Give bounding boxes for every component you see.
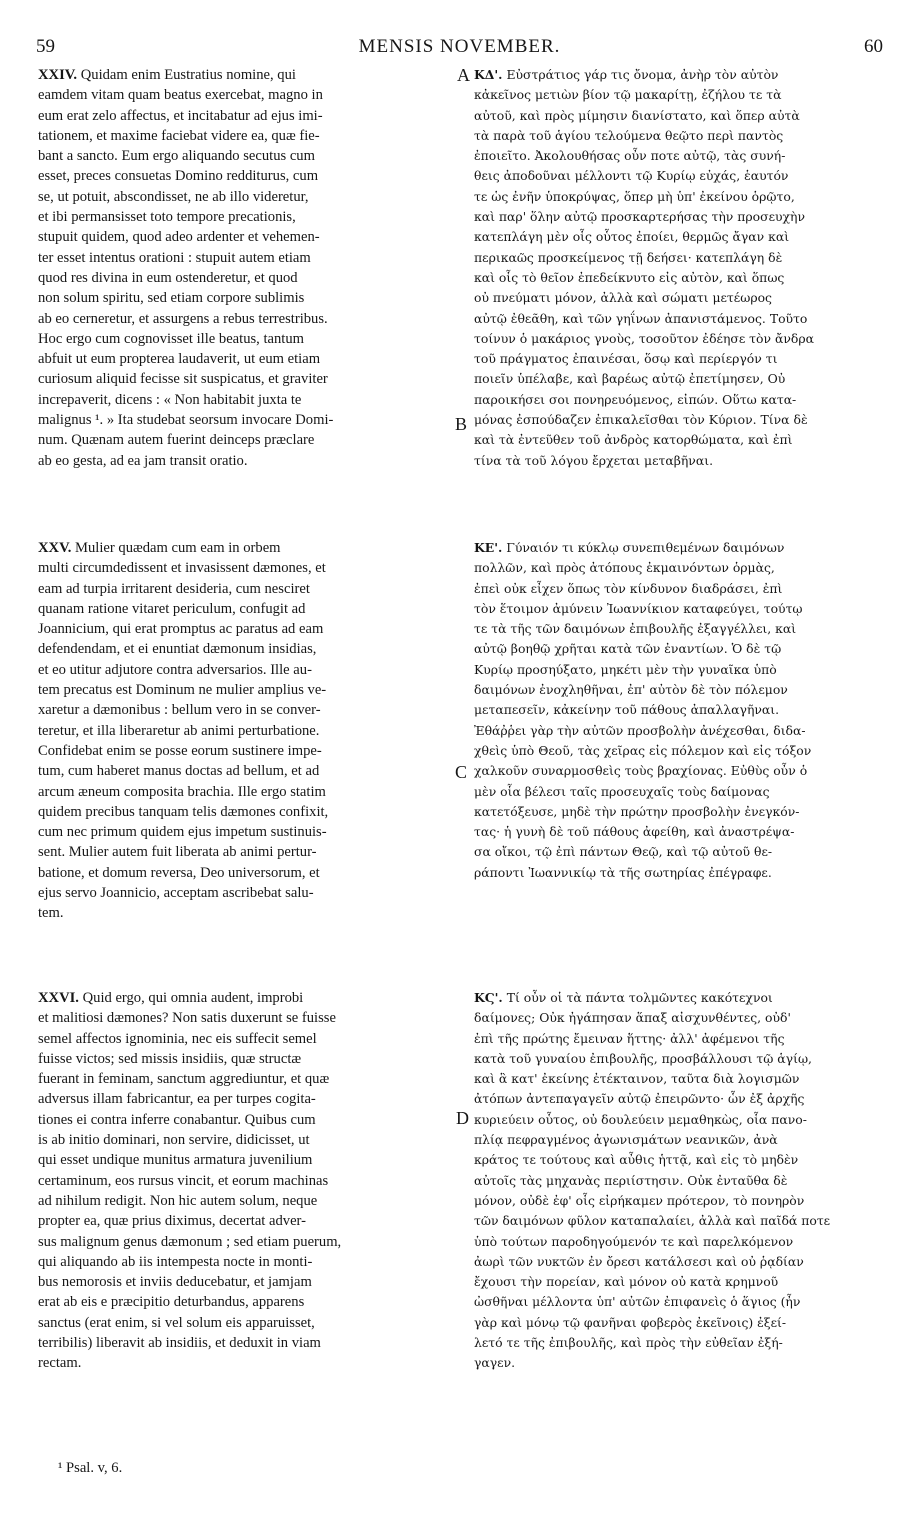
section-number: ΚΔ'.: [474, 67, 503, 82]
section-text: Mulier quædam cum eam in orbem multi circumdedissent et invasissent dæmones, et eam ad turpia irritarent desideria, cum nesciret quanam ratione vitaret periculum, confugit ad Joannicium, qui erat promptus ac paratus ad eam defendendam, et ei enuntiat dæmonum insidias, et eo utitur adjutore contra adversarios. Ille au- tem precatus est Dominum ne mulier amplius ve- xaretur a dæmonibus : bellum vero in se conver- teretur, et illa liberaretur ab animi perturbatione. Confidebat enim se posse eorum sustinere impe- tum, cum haberet manus doctas ad bellum, et ad arcum æneum composita brachia. Ille ergo statim quidem precibus tanquam telis dæmones confixit, cum nec primum quidem ejus impetum sustinuis- sent. Mulier autem fuit liberata ab animi pertur- batione, et domum reversa, Deo universorum, et ejus servo Joannicio, acceptam ascribebat salu- tem.: [38, 540, 329, 922]
section-number: XXIV.: [38, 67, 78, 83]
section-number: XXVI.: [38, 990, 79, 1006]
latin-section-25: [38, 538, 456, 924]
section-text: Quid ergo, qui omnia audent, improbi et malitiosi dæmones? Non satis duxerunt se fuisse semel affectos ignominia, nec eis suffecit semel fuisse victos; sed missis insidiis, quæ structæ fuerant in feminam, sanctum aggrediuntur, et quæ adversus illam fabricantur, ea per turpes cogita- tiones ei contra inferre conabantur. Quibus cum is ab initio dominari, non servire, didicisset, ut qui esset undique munitus armatura juvenilium certaminum, eos rursus vincit, et eorum machinas ad nihilum redigit. Non hic autem solum, neque propter ea, quæ prius diximus, decertat adver- sus malignum genus dæmonum ; sed etiam puerum, qui aliquando ab iis intempesta nocte in monti- bus nemorosis et inviis deducebatur, et jamjam erat ab eis e præcipitio deturbandus, apparens sanctus (erat enim, si vel solum eis apparuisset, terribilis) liberavit ab insidiis, et deduxit in viam rectam.: [38, 990, 342, 1372]
section-text: Εὐστράτιος γάρ τις ὄνομα, ἀνὴρ τὸν αὐτὸν κἀκεῖνος μετιὼν βίον τῷ μακαρίτῃ, ἐζήλου τε τὰ αὐτοῦ, καὶ πρὸς μίμησιν διανίστατο, καὶ ὅπερ αὐτὰ τὰ παρὰ τοῦ ἁγίου τελούμενα θεῷτο περὶ παντὸς ἐποιεῖτο. Ἀκολουθήσας οὖν ποτε αὐτῷ, τὰς συνή- θεις ἀποδοῦναι μέλλοντι τῷ Κυρίῳ εὐχάς, ἑαυτόν τε ὡς ἐνῆν ὑποκρύψας, ὅπερ μὴ ὑπ' ἐκείνου ὁρῷτο, καὶ παρ' ὅλην αὐτῷ προσκαρτερήσας τὴν προσευχὴν κατεπλάγη μὲν οἷς οὗτος ἐποίει, θερμῶς ἄγαν καὶ περικαῶς προσκείμενος τῇ δεήσει· κατεπλάγη δὲ καὶ οἷς τὸ θεῖον ἐπεδείκνυτο εἰς αὐτὸν, καὶ ὅπως οὐ πνεύματι μόνον, ἀλλὰ καὶ σώματι μετέωρος αὐτῷ ἐθεᾶθη, καὶ τῶν γηΐνων ἀπανιστάμενος. Τοῦτο τοίνυν ὁ μακάριος γνοὺς, τοσοῦτον ἐδέησε τὸν ἄνδρα τοῦ πράγματος ἐπαινέσαι, ὅσῳ καὶ περίεργόν τι ποιεῖν ὑπέλαβε, καὶ βαρέως αὐτῷ ἐπετίμησεν, Οὐ παροικήσει σοι πονηρευόμενος, εἰπών. Οὕτω κατα- μόνας ἐσπούδαζεν ἐπικαλεῖσθαι τὸν Κύριον. Τίνα δὲ καὶ τὰ ἐντεῦθεν τοῦ ἀνδρὸς κατορθώματα, καὶ ἐπὶ τίνα τὰ τοῦ λόγου ἔρχεται μεταβῆναι.: [474, 67, 814, 468]
greek-section-26: [474, 988, 880, 1374]
latin-section-24: [38, 65, 456, 471]
section-text: Γύναιόν τι κύκλῳ συνεπιθεμένων δαιμόνων πολλῶν, καὶ πρὸς ἀτόπους ἐκμαινόντων ὁρμὰς, ἐπεὶ οὐκ εἶχεν ὅπως τὸν κίνδυνον διαδράσει, ἐπὶ τὸν ἕτοιμον ἀμύνειν Ἰωαννίκιον καταφεύγει, τούτῳ τε τὰ τῆς τῶν δαιμόνων ἐπιβουλῆς ἐξαγγέλλει, καὶ αὐτῷ βοηθῷ χρῆται κατὰ τῶν ἐναντίων. Ὁ δὲ τῷ Κυρίῳ προσηύξατο, μηκέτι μὲν τὴν γυναῖκα ὑπὸ δαιμόνων ἐνοχληθῆναι, ἐπ' αὐτὸν δὲ τὸν πόλεμον μεταπεσεῖν, κἀκείνην τοῦ πάθους ἀπαλλαγῆναι. Ἐθάῤῥει γὰρ τὴν αὐτῶν προσβολὴν ἀνέχεσθαι, διδα- χθεὶς ὑπὸ Θεοῦ, τὰς χεῖρας εἰς πόλεμον καὶ εἰς τόξον χαλκοῦν συναρμοσθεὶς τοὺς βραχίονας. Εὐθὺς οὖν ὁ μὲν οἷα βέλεσι ταῖς προσευχαῖς τοὺς δαίμονας κατετόξευσε, μηδὲ τὴν πρώτην προσβολὴν ἐνεγκόν- τας· ἡ γυνὴ δὲ τοῦ πάθους ἀφείθη, καὶ ἀναστρέψα- σα οἴκοι, τῷ ἐπὶ πάντων Θεῷ, καὶ τῷ αὐτοῦ θε- ράποντι Ἰωαννικίῳ τὰ τῆς σωτηρίας ἐπέγραφε.: [474, 540, 812, 880]
section-number: ΚϚ'.: [474, 990, 503, 1005]
section-number: XXV.: [38, 540, 72, 556]
running-title: MENSIS NOVEMBER.: [358, 36, 561, 57]
margin-marker-c: C: [455, 762, 468, 782]
margin-marker-d: D: [456, 1108, 469, 1128]
greek-section-24: [474, 65, 880, 471]
greek-section-25: [474, 538, 880, 883]
margin-marker-a: A: [457, 65, 470, 85]
page-number-right: 60: [864, 36, 883, 57]
section-text: Τί οὖν οἱ τὰ πάντα τολμῶντες κακότεχνοι δαίμονες; Οὐκ ἠγάπησαν ἅπαξ αἰσχυνθέντες, οὐδ' ἐπὶ τῆς πρώτης ἔμειναν ἥττης· ἀλλ' ἀφέμενοι τῆς κατὰ τοῦ γυναίου ἐπιβουλῆς, προσβάλλουσι τῷ ἁγίῳ, καὶ ἃ κατ' ἐκείνης ἐτέκταινον, ταῦτα διὰ λογισμῶν ἀτόπων ἀντεπαγαγεῖν αὐτῷ ἐπειρῶντο· ὧν ἐξ ἀρχῆς κυριεύειν οὗτος, οὐ δουλεύειν μεμαθηκὼς, οἷα πανο- πλίᾳ πεφραγμένος ἀγωνισμάτων νεανικῶν, ἀνὰ κράτος τε τούτους καὶ αὖθις ἡττᾷ, καὶ εἰς τὸ μηδὲν αὐτοῖς τὰς μηχανὰς περιίστησιν. Οὐκ ἐνταῦθα δὲ μόνον, οὐδὲ ἐφ' οἷς εἰρήκαμεν πρότερον, τὸ πονηρὸν τῶν δαιμόνων φῦλον καταπαλαίει, ἀλλὰ καὶ παῖδά ποτε ὑπὸ τούτων παροδηγούμενόν τε καὶ παρελκόμενον ἀωρὶ τῶν νυκτῶν ἐν ὄρεσι κατάλσεσι καὶ οὐ ῥᾳδίαν ἔχουσι τὴν πορείαν, καὶ μόνον οὐ κατὰ κρημνοῦ ὠσθῆναι μέλλοντα ὑπ' αὐτῶν ἐπιφανεὶς ὁ ἅγιος (ἦν γὰρ καὶ μόνῳ τῷ φανῆναι φοβερὸς ἐκεῖνοις) ἐξεί- λετό τε τῆς ἐπιβουλῆς, καὶ πρὸς τὴν εὐθεῖαν ἐξή- γαγεν.: [474, 990, 831, 1371]
page-header: [0, 36, 919, 62]
section-text: Quidam enim Eustratius nomine, qui eamdem vitam quam beatus exercebat, magno in eum erat zelo affectus, et incitabatur ad ejus imi- tationem, et maxime faciebat videre ea, quæ fie- bant a sancto. Eum ergo aliquando secutus cum esset, preces consuetas Domino redditurus, cum se, ut potuit, abscondisset, ne ab illo videretur, et ibi permansisset toto tempore precationis, stupuit quidem, quod adeo ardenter et vehemen- ter esset intentus orationi : stupuit autem etiam quod res divina in eum ostenderetur, et quod non solum spiritu, sed etiam corpore sublimis ab eo cerneretur, et assurgens a rebus terrestribus. Hoc ergo cum cognovisset ille beatus, tantum abfuit ut eum propterea laudaverit, ut eum etiam curiosum aliquid fecisse sit suspicatus, et graviter increpaverit, dicens : « Non habitabit juxta te malignus ¹. » Ita studebat seorsum invocare Domi- num. Quænam autem fuerint deinceps præclare ab eo gesta, ad ea jam transit oratio.: [38, 67, 334, 469]
latin-section-26: [38, 988, 456, 1374]
footnote: ¹ Psal. v, 6.: [58, 1460, 123, 1476]
page-number-left: 59: [36, 36, 55, 57]
section-number: ΚΕ'.: [474, 540, 503, 555]
margin-marker-b: B: [455, 414, 468, 434]
